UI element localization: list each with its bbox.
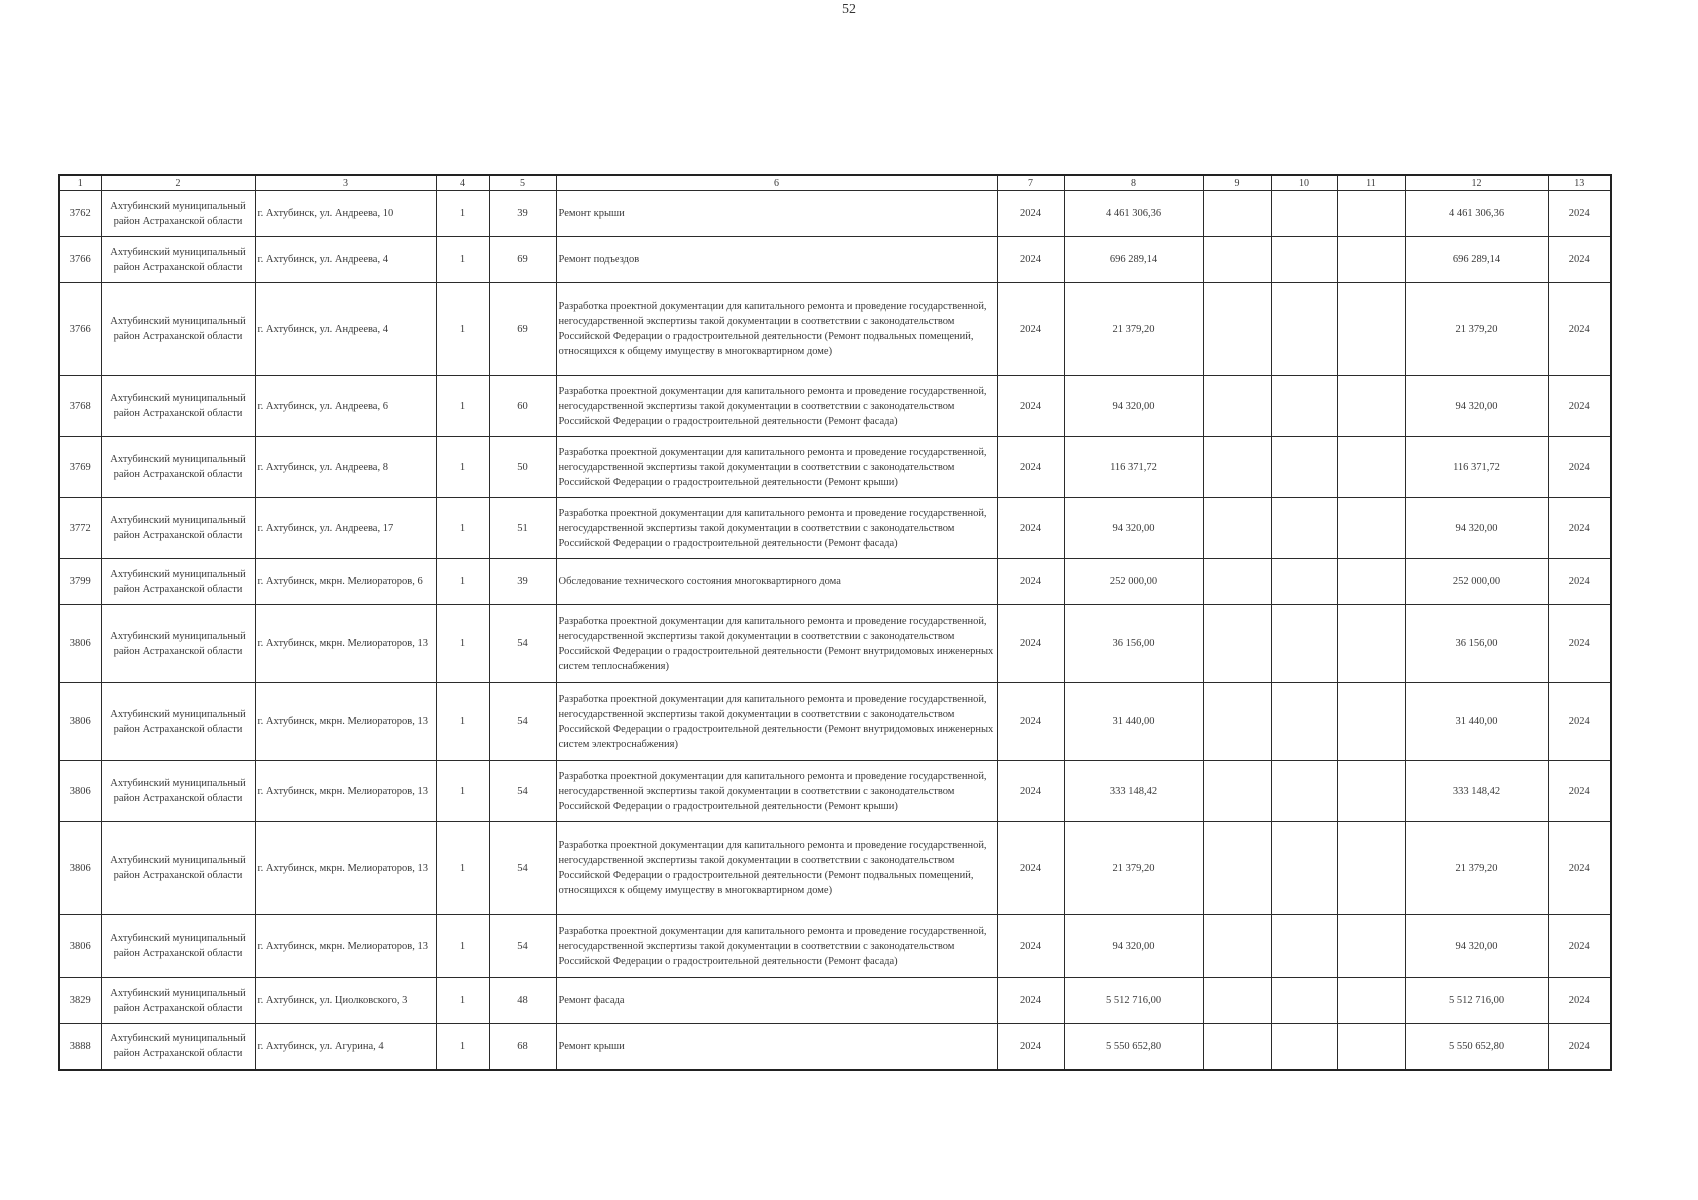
cell-municipality: Ахтубинский муниципальный район Астраханской области (101, 237, 255, 283)
cell-col10 (1271, 283, 1337, 376)
cell-col9 (1203, 559, 1271, 605)
cell-year: 2024 (997, 191, 1064, 237)
cell-col5: 54 (489, 761, 556, 822)
cell-address: г. Ахтубинск, ул. Андреева, 8 (255, 437, 436, 498)
cell-col13: 2024 (1548, 1024, 1611, 1070)
cell-number: 3806 (59, 915, 101, 978)
column-header: 13 (1548, 175, 1611, 191)
cell-col13: 2024 (1548, 978, 1611, 1024)
cell-number: 3806 (59, 822, 101, 915)
cell-year: 2024 (997, 376, 1064, 437)
cell-col10 (1271, 191, 1337, 237)
cell-cost: 94 320,00 (1064, 915, 1203, 978)
cell-col13: 2024 (1548, 559, 1611, 605)
cell-work-description: Разработка проектной документации для капитального ремонта и проведение государственной, негосударственной экспертизы такой документации в соответствии с законодательством Российской Федерации о градостроительной деятельности (Ремонт фасада) (556, 498, 997, 559)
cell-municipality: Ахтубинский муниципальный район Астраханской области (101, 605, 255, 683)
cell-cost: 94 320,00 (1064, 498, 1203, 559)
cell-col9 (1203, 605, 1271, 683)
cell-col12: 94 320,00 (1405, 915, 1548, 978)
cell-col5: 69 (489, 237, 556, 283)
table-row (59, 191, 1611, 237)
cell-year: 2024 (997, 915, 1064, 978)
cell-col11 (1337, 283, 1405, 376)
cell-col4: 1 (436, 283, 489, 376)
column-header: 9 (1203, 175, 1271, 191)
cell-col13: 2024 (1548, 237, 1611, 283)
cell-number: 3806 (59, 683, 101, 761)
cell-work-description: Разработка проектной документации для капитального ремонта и проведение государственной, негосударственной экспертизы такой документации в соответствии с законодательством Российской Федерации о градостроительной деятельности (Ремонт крыши) (556, 761, 997, 822)
cell-address: г. Ахтубинск, ул. Андреева, 10 (255, 191, 436, 237)
cell-col10 (1271, 437, 1337, 498)
cell-col9 (1203, 437, 1271, 498)
cell-col5: 50 (489, 437, 556, 498)
cell-cost: 116 371,72 (1064, 437, 1203, 498)
cell-col9 (1203, 683, 1271, 761)
cell-address: г. Ахтубинск, ул. Циолковского, 3 (255, 978, 436, 1024)
cell-year: 2024 (997, 822, 1064, 915)
cell-municipality: Ахтубинский муниципальный район Астраханской области (101, 191, 255, 237)
cell-col12: 116 371,72 (1405, 437, 1548, 498)
cell-work-description: Обследование технического состояния многоквартирного дома (556, 559, 997, 605)
cell-col5: 51 (489, 498, 556, 559)
cell-col12: 94 320,00 (1405, 376, 1548, 437)
column-header: 8 (1064, 175, 1203, 191)
cell-col9 (1203, 191, 1271, 237)
cell-col4: 1 (436, 822, 489, 915)
cell-municipality: Ахтубинский муниципальный район Астраханской области (101, 559, 255, 605)
table-row (59, 237, 1611, 283)
cell-work-description: Ремонт подъездов (556, 237, 997, 283)
cell-address: г. Ахтубинск, ул. Агурина, 4 (255, 1024, 436, 1070)
cell-col5: 54 (489, 605, 556, 683)
cell-col4: 1 (436, 915, 489, 978)
cell-col11 (1337, 559, 1405, 605)
cell-col13: 2024 (1548, 191, 1611, 237)
column-header: 1 (59, 175, 101, 191)
cell-cost: 333 148,42 (1064, 761, 1203, 822)
cell-col10 (1271, 237, 1337, 283)
cell-col5: 68 (489, 1024, 556, 1070)
cell-work-description: Разработка проектной документации для капитального ремонта и проведение государственной, негосударственной экспертизы такой документации в соответствии с законодательством Российской Федерации о градостроительной деятельности (Ремонт фасада) (556, 915, 997, 978)
cell-col9 (1203, 1024, 1271, 1070)
cell-col10 (1271, 559, 1337, 605)
cell-col11 (1337, 376, 1405, 437)
cell-col10 (1271, 498, 1337, 559)
cell-work-description: Ремонт крыши (556, 191, 997, 237)
cell-col11 (1337, 605, 1405, 683)
cell-col9 (1203, 761, 1271, 822)
cell-work-description: Разработка проектной документации для капитального ремонта и проведение государственной, негосударственной экспертизы такой документации в соответствии с законодательством Российской Федерации о градостроительной деятельности (Ремонт подвальных помещений, относящихся к общему имуществу в многоквартирном доме) (556, 283, 997, 376)
cell-cost: 21 379,20 (1064, 822, 1203, 915)
table-row (59, 761, 1611, 822)
cell-work-description: Ремонт крыши (556, 1024, 997, 1070)
cell-col12: 333 148,42 (1405, 761, 1548, 822)
column-header: 12 (1405, 175, 1548, 191)
cell-number: 3799 (59, 559, 101, 605)
cell-cost: 36 156,00 (1064, 605, 1203, 683)
cell-col10 (1271, 605, 1337, 683)
cell-col13: 2024 (1548, 376, 1611, 437)
cell-col12: 4 461 306,36 (1405, 191, 1548, 237)
cell-col12: 21 379,20 (1405, 822, 1548, 915)
cell-number: 3772 (59, 498, 101, 559)
cell-col11 (1337, 978, 1405, 1024)
cell-address: г. Ахтубинск, ул. Андреева, 4 (255, 237, 436, 283)
cell-work-description: Разработка проектной документации для капитального ремонта и проведение государственной, негосударственной экспертизы такой документации в соответствии с законодательством Российской Федерации о градостроительной деятельности (Ремонт крыши) (556, 437, 997, 498)
cell-col11 (1337, 1024, 1405, 1070)
cell-col5: 60 (489, 376, 556, 437)
cell-cost: 21 379,20 (1064, 283, 1203, 376)
column-header: 11 (1337, 175, 1405, 191)
table-row (59, 915, 1611, 978)
cell-year: 2024 (997, 978, 1064, 1024)
table-row (59, 1024, 1611, 1070)
cell-number: 3769 (59, 437, 101, 498)
cell-number: 3888 (59, 1024, 101, 1070)
cell-year: 2024 (997, 283, 1064, 376)
cell-address: г. Ахтубинск, мкрн. Мелиораторов, 13 (255, 822, 436, 915)
cell-col4: 1 (436, 683, 489, 761)
cell-col11 (1337, 915, 1405, 978)
cell-municipality: Ахтубинский муниципальный район Астраханской области (101, 376, 255, 437)
cell-col12: 31 440,00 (1405, 683, 1548, 761)
cell-col10 (1271, 822, 1337, 915)
cell-col10 (1271, 1024, 1337, 1070)
column-header: 10 (1271, 175, 1337, 191)
table-row (59, 683, 1611, 761)
cell-col9 (1203, 283, 1271, 376)
cell-municipality: Ахтубинский муниципальный район Астраханской области (101, 437, 255, 498)
cell-number: 3806 (59, 605, 101, 683)
cell-year: 2024 (997, 683, 1064, 761)
cell-number: 3766 (59, 283, 101, 376)
program-table-wrap (58, 174, 1610, 1071)
cell-municipality: Ахтубинский муниципальный район Астраханской области (101, 761, 255, 822)
cell-municipality: Ахтубинский муниципальный район Астраханской области (101, 498, 255, 559)
cell-col13: 2024 (1548, 761, 1611, 822)
cell-col5: 54 (489, 915, 556, 978)
cell-number: 3768 (59, 376, 101, 437)
cell-col13: 2024 (1548, 915, 1611, 978)
cell-col9 (1203, 498, 1271, 559)
cell-number: 3766 (59, 237, 101, 283)
cell-col13: 2024 (1548, 605, 1611, 683)
cell-col11 (1337, 683, 1405, 761)
cell-municipality: Ахтубинский муниципальный район Астраханской области (101, 1024, 255, 1070)
cell-col5: 48 (489, 978, 556, 1024)
cell-cost: 252 000,00 (1064, 559, 1203, 605)
cell-work-description: Разработка проектной документации для капитального ремонта и проведение государственной, негосударственной экспертизы такой документации в соответствии с законодательством Российской Федерации о градостроительной деятельности (Ремонт фасада) (556, 376, 997, 437)
cell-address: г. Ахтубинск, ул. Андреева, 4 (255, 283, 436, 376)
cell-work-description: Разработка проектной документации для капитального ремонта и проведение государственной, негосударственной экспертизы такой документации в соответствии с законодательством Российской Федерации о градостроительной деятельности (Ремонт внутридомовых инженерных систем электроснабжения) (556, 683, 997, 761)
table-row (59, 498, 1611, 559)
cell-col13: 2024 (1548, 683, 1611, 761)
cell-cost: 696 289,14 (1064, 237, 1203, 283)
cell-col4: 1 (436, 376, 489, 437)
cell-number: 3762 (59, 191, 101, 237)
cell-col13: 2024 (1548, 283, 1611, 376)
cell-col5: 69 (489, 283, 556, 376)
cell-year: 2024 (997, 605, 1064, 683)
cell-col4: 1 (436, 237, 489, 283)
cell-col9 (1203, 822, 1271, 915)
cell-address: г. Ахтубинск, ул. Андреева, 6 (255, 376, 436, 437)
cell-col11 (1337, 498, 1405, 559)
cell-address: г. Ахтубинск, мкрн. Мелиораторов, 13 (255, 761, 436, 822)
cell-cost: 31 440,00 (1064, 683, 1203, 761)
cell-col10 (1271, 376, 1337, 437)
program-table (58, 174, 1612, 1071)
cell-year: 2024 (997, 237, 1064, 283)
cell-col13: 2024 (1548, 437, 1611, 498)
column-header: 2 (101, 175, 255, 191)
cell-col9 (1203, 915, 1271, 978)
cell-municipality: Ахтубинский муниципальный район Астраханской области (101, 822, 255, 915)
cell-col4: 1 (436, 1024, 489, 1070)
cell-col4: 1 (436, 605, 489, 683)
cell-municipality: Ахтубинский муниципальный район Астраханской области (101, 683, 255, 761)
cell-col12: 94 320,00 (1405, 498, 1548, 559)
cell-col9 (1203, 237, 1271, 283)
cell-col5: 54 (489, 822, 556, 915)
cell-col5: 54 (489, 683, 556, 761)
cell-col12: 252 000,00 (1405, 559, 1548, 605)
cell-col10 (1271, 978, 1337, 1024)
cell-col12: 5 512 716,00 (1405, 978, 1548, 1024)
table-row (59, 283, 1611, 376)
table-row (59, 822, 1611, 915)
cell-col4: 1 (436, 978, 489, 1024)
table-row (59, 978, 1611, 1024)
cell-col4: 1 (436, 437, 489, 498)
cell-year: 2024 (997, 559, 1064, 605)
table-row (59, 559, 1611, 605)
table-row (59, 376, 1611, 437)
cell-work-description: Разработка проектной документации для капитального ремонта и проведение государственной, негосударственной экспертизы такой документации в соответствии с законодательством Российской Федерации о градостроительной деятельности (Ремонт подвальных помещений, относящихся к общему имуществу в многоквартирном доме) (556, 822, 997, 915)
cell-cost: 4 461 306,36 (1064, 191, 1203, 237)
cell-col10 (1271, 915, 1337, 978)
cell-col4: 1 (436, 559, 489, 605)
cell-number: 3806 (59, 761, 101, 822)
cell-col11 (1337, 237, 1405, 283)
cell-col11 (1337, 191, 1405, 237)
cell-address: г. Ахтубинск, мкрн. Мелиораторов, 13 (255, 683, 436, 761)
column-header: 7 (997, 175, 1064, 191)
cell-municipality: Ахтубинский муниципальный район Астраханской области (101, 978, 255, 1024)
cell-municipality: Ахтубинский муниципальный район Астраханской области (101, 915, 255, 978)
cell-year: 2024 (997, 437, 1064, 498)
table-row (59, 605, 1611, 683)
cell-col5: 39 (489, 191, 556, 237)
cell-col11 (1337, 822, 1405, 915)
cell-col9 (1203, 978, 1271, 1024)
cell-year: 2024 (997, 761, 1064, 822)
header-row (59, 175, 1611, 191)
cell-col11 (1337, 761, 1405, 822)
cell-col12: 696 289,14 (1405, 237, 1548, 283)
cell-col5: 39 (489, 559, 556, 605)
cell-col11 (1337, 437, 1405, 498)
cell-work-description: Ремонт фасада (556, 978, 997, 1024)
cell-address: г. Ахтубинск, мкрн. Мелиораторов, 13 (255, 915, 436, 978)
column-header: 3 (255, 175, 436, 191)
cell-col9 (1203, 376, 1271, 437)
cell-col12: 21 379,20 (1405, 283, 1548, 376)
table-row (59, 437, 1611, 498)
cell-col10 (1271, 761, 1337, 822)
cell-col13: 2024 (1548, 498, 1611, 559)
cell-address: г. Ахтубинск, мкрн. Мелиораторов, 13 (255, 605, 436, 683)
cell-col12: 5 550 652,80 (1405, 1024, 1548, 1070)
cell-year: 2024 (997, 1024, 1064, 1070)
cell-cost: 5 512 716,00 (1064, 978, 1203, 1024)
cell-col4: 1 (436, 498, 489, 559)
cell-col10 (1271, 683, 1337, 761)
cell-cost: 5 550 652,80 (1064, 1024, 1203, 1070)
cell-col4: 1 (436, 191, 489, 237)
page-number: 52 (842, 2, 856, 17)
cell-col13: 2024 (1548, 822, 1611, 915)
column-header: 4 (436, 175, 489, 191)
cell-cost: 94 320,00 (1064, 376, 1203, 437)
cell-year: 2024 (997, 498, 1064, 559)
column-header: 6 (556, 175, 997, 191)
cell-municipality: Ахтубинский муниципальный район Астраханской области (101, 283, 255, 376)
cell-col4: 1 (436, 761, 489, 822)
cell-address: г. Ахтубинск, ул. Андреева, 17 (255, 498, 436, 559)
cell-address: г. Ахтубинск, мкрн. Мелиораторов, 6 (255, 559, 436, 605)
cell-col12: 36 156,00 (1405, 605, 1548, 683)
cell-number: 3829 (59, 978, 101, 1024)
cell-work-description: Разработка проектной документации для капитального ремонта и проведение государственной, негосударственной экспертизы такой документации в соответствии с законодательством Российской Федерации о градостроительной деятельности (Ремонт внутридомовых инженерных систем теплоснабжения) (556, 605, 997, 683)
column-header: 5 (489, 175, 556, 191)
